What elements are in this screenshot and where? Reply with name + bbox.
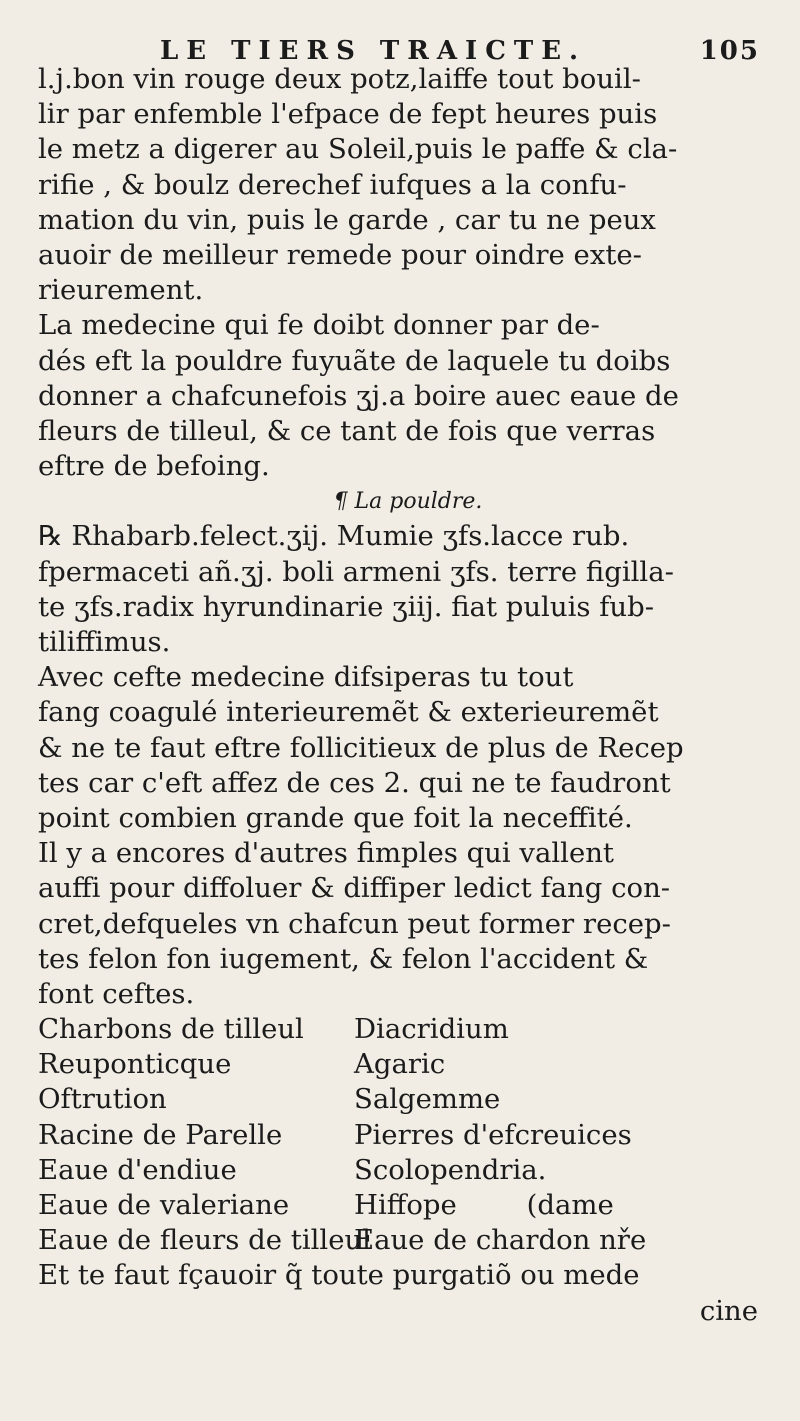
text-line: rifie , & boulz derechef iufques a la confu- — [38, 168, 627, 201]
simple-left: Reuponticque — [38, 1048, 232, 1081]
text-line: rieurement. — [38, 274, 204, 307]
simple-right: Agaric — [354, 1048, 446, 1081]
paragraph-other-simples — [38, 836, 778, 1012]
text-line: te ʒfs.radix hyrundinarie ʒiij. fiat puluis fub- — [38, 590, 654, 623]
text-line: tes felon fon iugement, & felon l'accident & — [38, 942, 649, 975]
simple-right: Hiffope (dame — [354, 1189, 614, 1221]
running-title: LE TIERS TRAICTE. — [160, 36, 587, 66]
simple-left: Charbons de tilleul — [38, 1013, 304, 1046]
recipe-block — [38, 519, 778, 660]
section-subheading: ¶ La pouldre. — [333, 489, 483, 515]
simple-right: Salgemme — [354, 1083, 501, 1116]
text-line: l.j.bon vin rouge deux potz,laiffe tout bouil- — [38, 63, 641, 95]
text-line: tes car c'eft affez de ces 2. qui ne te faudront — [38, 766, 671, 799]
text-line: cret,defqueles vn chafcun peut former recep- — [38, 907, 671, 940]
text-line: & ne te faut eftre follicitieux de plus de Recep — [38, 731, 684, 764]
simples-list — [38, 1012, 778, 1258]
simple-left: Racine de Parelle — [38, 1118, 283, 1151]
simple-left: Eaue d'endiue — [38, 1153, 237, 1186]
paragraph-dissipation — [38, 660, 778, 836]
simple-left: Eaue de valeriane — [38, 1189, 290, 1221]
text-line: Avec cefte medecine difsiperas tu tout — [38, 661, 574, 694]
text-line: fleurs de tilleul, & ce tant de fois que verras — [38, 414, 656, 447]
text-line: mation du vin, puis le garde , car tu ne peux — [38, 203, 656, 236]
text-line: auffi pour diffoluer & diffiper ledict fang con- — [38, 872, 671, 905]
simple-right: Pierres d'efcreuices — [354, 1118, 632, 1151]
page-number: 105 — [699, 36, 760, 66]
text-line: eftre de befoing. — [38, 450, 270, 483]
list-item — [38, 1118, 778, 1153]
text-line: La medecine qui fe doibt donner par de- — [38, 309, 600, 342]
text-line: ℞ Rhabarb.felect.ʒij. Mumie ʒfs.lacce rub. — [38, 520, 630, 553]
text-line: le metz a digerer au Soleil,puis le paffe & cla- — [38, 133, 678, 166]
text-line: auoir de meilleur remede pour oindre exte- — [38, 238, 642, 271]
text-line: lir par enfemble l'efpace de fept heures puis — [38, 98, 658, 131]
list-item — [38, 1082, 778, 1117]
paragraph-oil-recipe — [38, 62, 778, 308]
simple-left: Oftrution — [38, 1083, 167, 1116]
list-item — [38, 1223, 778, 1258]
list-item — [38, 1188, 778, 1223]
text-line: Il y a encores d'autres fimples qui vallent — [38, 837, 614, 870]
closing-line: Et te faut fçauoir q̃ toute purgatiõ ou mede — [38, 1259, 640, 1292]
simple-right: Scolopendria. — [354, 1153, 547, 1186]
list-item — [38, 1153, 778, 1188]
simple-right: Eaue de chardon nře — [354, 1224, 647, 1257]
text-line: fpermaceti añ.ʒj. boli armeni ʒfs. terre figilla- — [38, 555, 674, 588]
text-line: font ceftes. — [38, 977, 195, 1010]
text-line: dés eft la pouldre fuyuãte de laquele tu doibs — [38, 344, 671, 377]
text-body — [38, 62, 778, 1329]
simple-right: Diacridium — [354, 1013, 509, 1046]
paragraph-internal-medicine — [38, 308, 778, 484]
list-item — [38, 1047, 778, 1082]
text-line: donner a chafcunefois ʒj.a boire auec eaue de — [38, 379, 679, 412]
text-line: tiliffimus. — [38, 626, 171, 658]
text-line: point combien grande que foit la neceffité. — [38, 801, 633, 834]
text-line: fang coagulé interieuremẽt & exterieuremẽt — [38, 696, 659, 729]
catchword: cine — [699, 1294, 758, 1327]
simple-left: Eaue de fleurs de tilleul — [38, 1224, 371, 1257]
list-item — [38, 1012, 778, 1047]
